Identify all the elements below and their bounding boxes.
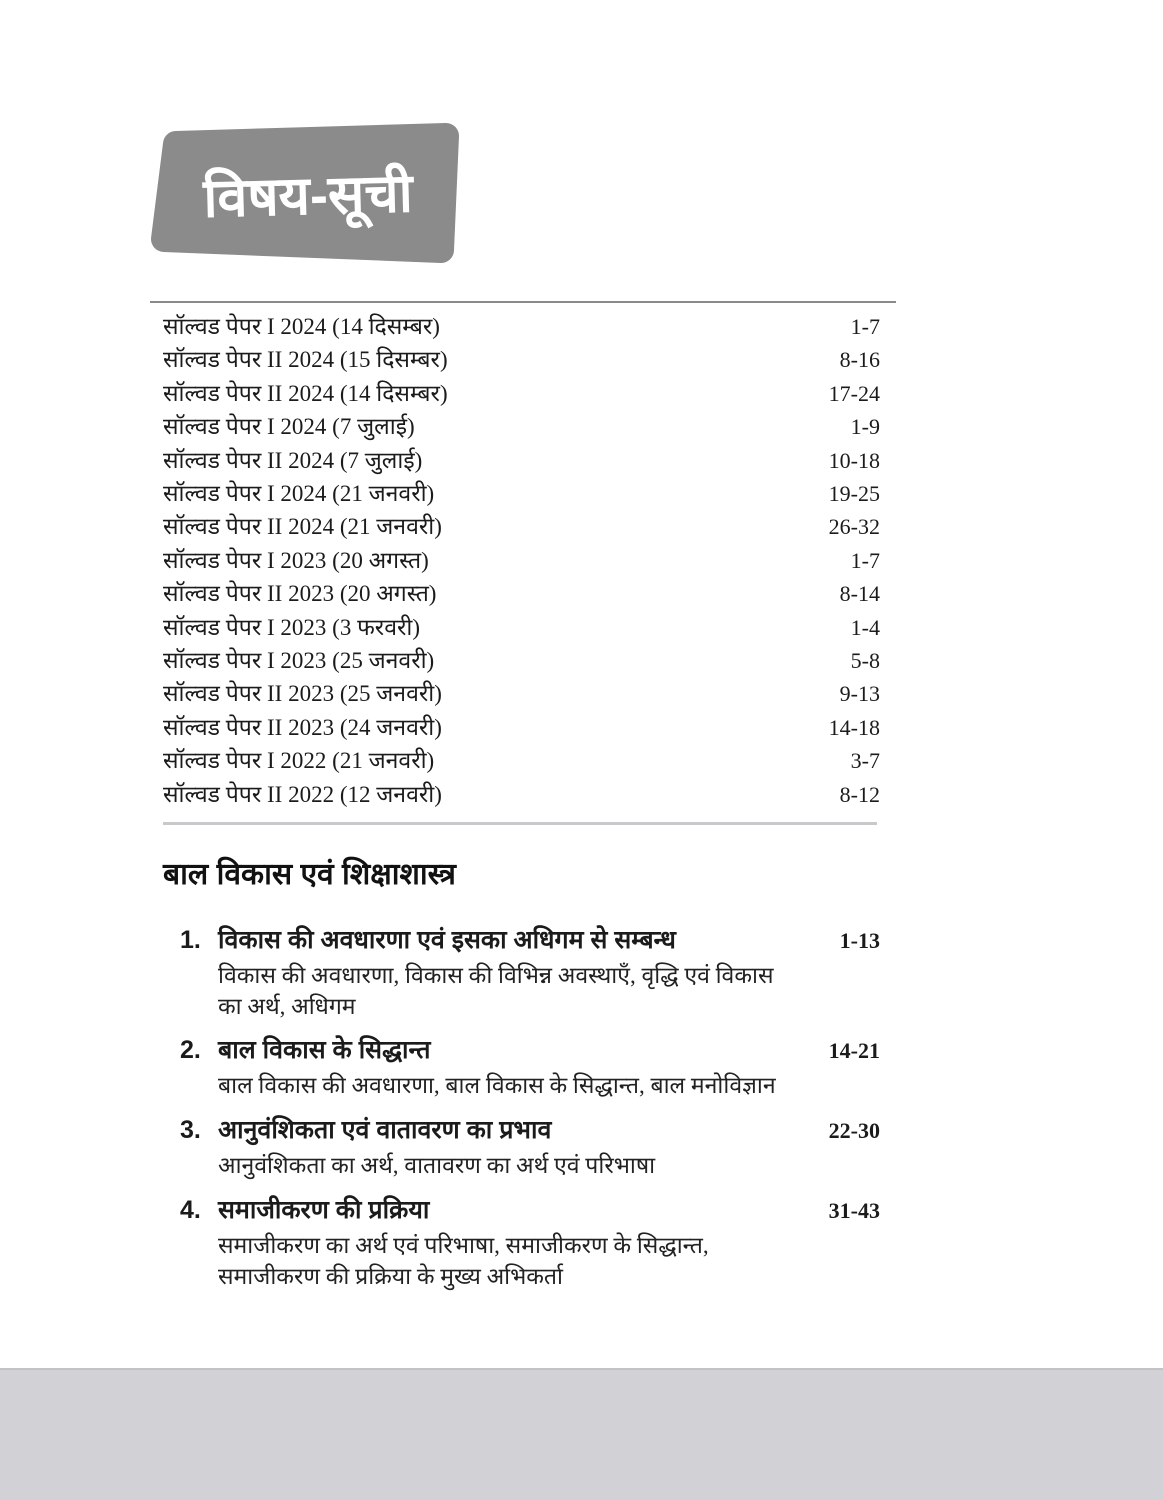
paper-pages: 17-24 bbox=[828, 380, 880, 406]
paper-label: सॉल्वड पेपर I 2024 (21 जनवरी) bbox=[163, 481, 435, 507]
chapter-number: 1. bbox=[180, 926, 201, 954]
paper-pages: 9-13 bbox=[839, 681, 880, 707]
chapter-pages: 22-30 bbox=[828, 1118, 880, 1143]
paper-row bbox=[163, 677, 880, 710]
paper-row bbox=[163, 611, 880, 644]
chapter-title: विकास की अवधारणा एवं इसका अधिगम से सम्बन्ध bbox=[218, 926, 676, 954]
section-heading: बाल विकास एवं शिक्षाशास्त्र bbox=[163, 858, 456, 891]
paper-pages: 26-32 bbox=[828, 514, 880, 540]
paper-label: सॉल्वड पेपर I 2024 (14 दिसम्बर) bbox=[163, 314, 440, 339]
paper-pages: 1-7 bbox=[850, 314, 880, 339]
chapter-number: 4. bbox=[180, 1196, 201, 1224]
chapter-pages: 31-43 bbox=[828, 1198, 880, 1223]
paper-label: सॉल्वड पेपर II 2024 (7 जुलाई) bbox=[163, 447, 423, 473]
paper-pages: 5-8 bbox=[850, 648, 880, 674]
paper-label: सॉल्वड पेपर II 2023 (20 अगस्त) bbox=[163, 581, 437, 607]
paper-row bbox=[163, 477, 880, 510]
chapter-description: बाल विकास की अवधारणा, बाल विकास के सिद्धान्त, बाल मनोविज्ञान bbox=[218, 1073, 776, 1098]
paper-row bbox=[163, 343, 880, 376]
paper-label: सॉल्वड पेपर I 2023 (20 अगस्त) bbox=[163, 547, 429, 573]
chapter-number: 2. bbox=[180, 1036, 201, 1064]
chapter-number: 3. bbox=[180, 1116, 201, 1144]
paper-label: सॉल्वड पेपर II 2024 (21 जनवरी) bbox=[163, 514, 442, 540]
paper-row bbox=[163, 577, 880, 610]
chapter-pages: 14-21 bbox=[828, 1038, 880, 1063]
paper-pages: 8-16 bbox=[839, 347, 880, 373]
paper-row bbox=[163, 310, 880, 343]
chapter-item bbox=[180, 1194, 880, 1292]
footer-band bbox=[0, 1368, 1163, 1500]
paper-pages: 1-7 bbox=[850, 547, 880, 573]
chapter-description: समाजीकरण का अर्थ एवं परिभाषा, समाजीकरण के सिद्धान्त, समाजीकरण की प्रक्रिया के मुख्य अभिकर्ता bbox=[218, 1233, 709, 1289]
paper-pages: 3-7 bbox=[850, 748, 880, 774]
paper-pages: 14-18 bbox=[828, 714, 880, 740]
paper-label: सॉल्वड पेपर I 2022 (21 जनवरी) bbox=[163, 748, 435, 774]
paper-label: सॉल्वड पेपर II 2023 (24 जनवरी) bbox=[163, 714, 442, 740]
paper-label: सॉल्वड पेपर II 2024 (14 दिसम्बर) bbox=[163, 380, 448, 406]
chapter-description: आनुवंशिकता का अर्थ, वातावरण का अर्थ एवं परिभाषा bbox=[218, 1153, 656, 1178]
title-badge bbox=[146, 122, 470, 270]
paper-label: सॉल्वड पेपर I 2023 (25 जनवरी) bbox=[163, 648, 435, 674]
chapter-item bbox=[180, 924, 880, 1022]
paper-row bbox=[163, 711, 880, 744]
paper-row bbox=[163, 444, 880, 477]
paper-label: सॉल्वड पेपर I 2023 (3 फरवरी) bbox=[163, 614, 421, 640]
chapter-item bbox=[180, 1114, 880, 1181]
paper-row bbox=[163, 410, 880, 443]
paper-pages: 8-14 bbox=[839, 581, 880, 607]
paper-pages: 19-25 bbox=[828, 481, 880, 507]
paper-label: सॉल्वड पेपर II 2022 (12 जनवरी) bbox=[163, 781, 442, 807]
paper-pages: 1-9 bbox=[850, 414, 880, 440]
page-title: विषय-सूची bbox=[202, 163, 414, 229]
chapter-title: समाजीकरण की प्रक्रिया bbox=[218, 1196, 430, 1224]
solved-papers-list bbox=[163, 310, 880, 811]
paper-pages: 8-12 bbox=[839, 781, 880, 807]
paper-row bbox=[163, 377, 880, 410]
paper-label: सॉल्वड पेपर I 2024 (7 जुलाई) bbox=[163, 414, 415, 440]
paper-row bbox=[163, 778, 880, 811]
paper-pages: 1-4 bbox=[850, 614, 880, 640]
divider-top bbox=[150, 301, 896, 303]
chapter-pages: 1-13 bbox=[839, 928, 880, 953]
paper-pages: 10-18 bbox=[828, 447, 880, 473]
paper-row bbox=[163, 644, 880, 677]
chapter-item bbox=[180, 1034, 880, 1101]
paper-row bbox=[163, 544, 880, 577]
chapter-description: विकास की अवधारणा, विकास की विभिन्न अवस्थाएँ, वृद्धि एवं विकास का अर्थ, अधिगम bbox=[218, 963, 774, 1019]
paper-label: सॉल्वड पेपर II 2024 (15 दिसम्बर) bbox=[163, 347, 448, 373]
chapter-title: बाल विकास के सिद्धान्त bbox=[218, 1036, 431, 1064]
paper-row bbox=[163, 744, 880, 777]
chapter-title: आनुवंशिकता एवं वातावरण का प्रभाव bbox=[218, 1116, 552, 1144]
paper-label: सॉल्वड पेपर II 2023 (25 जनवरी) bbox=[163, 681, 442, 707]
paper-row bbox=[163, 510, 880, 543]
divider-bottom bbox=[163, 822, 877, 825]
